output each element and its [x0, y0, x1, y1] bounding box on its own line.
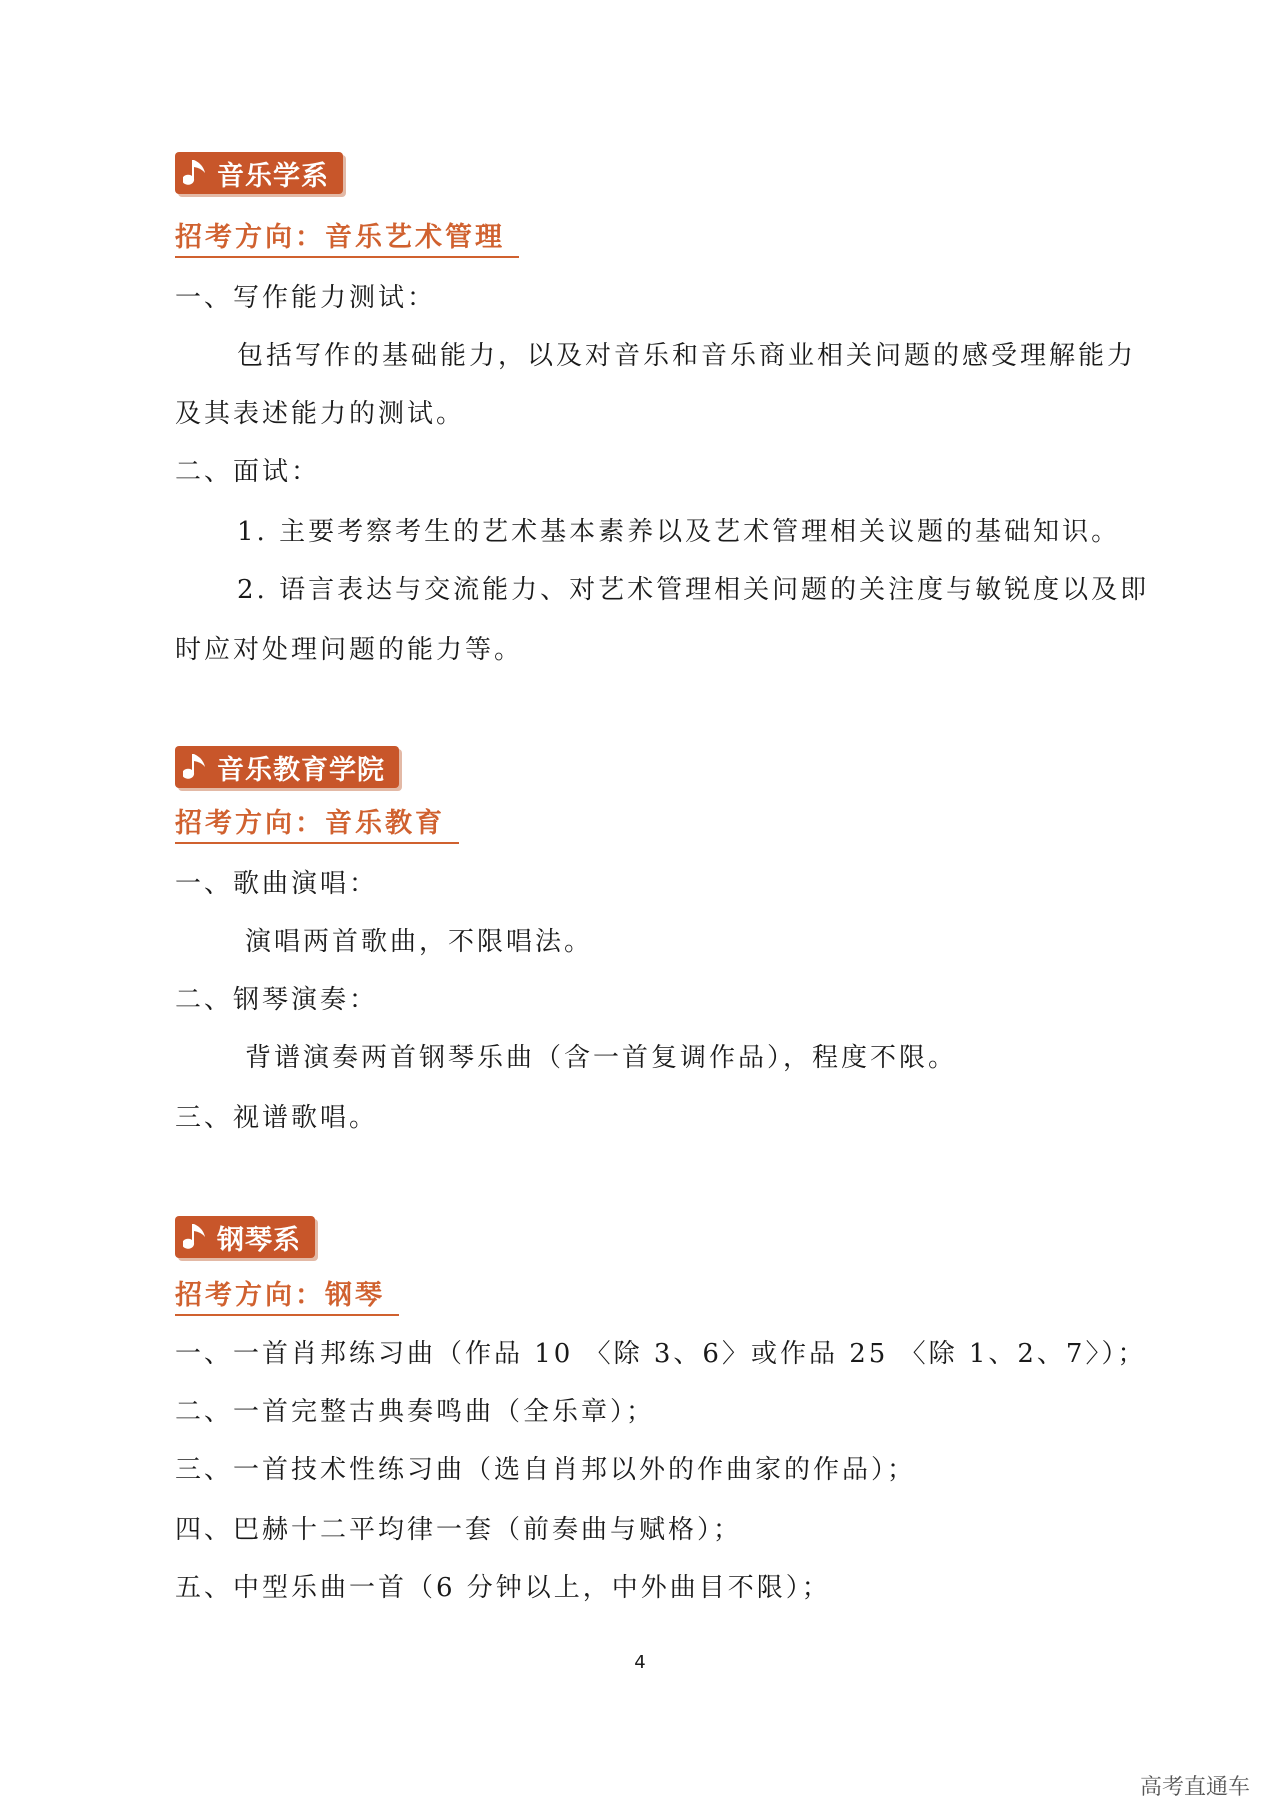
- item-line: 一、写作能力测试：: [175, 283, 437, 313]
- page-number: 4: [634, 1652, 646, 1673]
- item-line: 一、歌曲演唱：: [175, 869, 379, 899]
- section-heading: 招考方向：钢琴: [175, 1278, 399, 1316]
- section-badge-label: 音乐教育学院: [217, 754, 385, 786]
- watermark: 高考直通车: [1139, 1775, 1250, 1800]
- music-note-icon: [183, 750, 209, 784]
- subitem-line: 2. 语言表达与交流能力、对艺术管理相关问题的关注度与敏锐度以及即: [237, 575, 1150, 605]
- music-note-icon: [183, 156, 209, 190]
- item-line: 四、巴赫十二平均律一套（前奏曲与赋格）；: [175, 1515, 743, 1545]
- section-heading: 招考方向：音乐教育: [175, 806, 459, 844]
- subitem-line: 1. 主要考察考生的艺术基本素养以及艺术管理相关议题的基础知识。: [237, 517, 1121, 547]
- section-heading: 招考方向：音乐艺术管理: [175, 220, 519, 258]
- section-badge-music-education: [175, 746, 399, 788]
- item-line: 二、面试：: [175, 457, 321, 487]
- paragraph-line: 包括写作的基础能力，以及对音乐和音乐商业相关问题的感受理解能力: [237, 341, 1137, 371]
- music-note-icon: [183, 1220, 209, 1254]
- section-badge-label: 音乐学系: [217, 160, 329, 192]
- item-line: 二、一首完整古典奏鸣曲（全乐章）；: [175, 1397, 656, 1427]
- paragraph-line: 及其表述能力的测试。: [175, 399, 466, 429]
- item-line: 一、一首肖邦练习曲（作品 10 〈除 3、6〉或作品 25 〈除 1、2、7〉）；: [175, 1339, 1147, 1369]
- item-line: 二、钢琴演奏：: [175, 985, 379, 1015]
- item-line: 三、一首技术性练习曲（选自肖邦以外的作曲家的作品）；: [175, 1455, 917, 1485]
- item-line: 三、视谱歌唱。: [175, 1103, 379, 1133]
- section-badge-label: 钢琴系: [217, 1224, 301, 1256]
- section-badge-music-dept: [175, 152, 343, 194]
- paragraph-line: 时应对处理问题的能力等。: [175, 635, 524, 665]
- paragraph-line: 背谱演奏两首钢琴乐曲（含一首复调作品），程度不限。: [245, 1043, 958, 1073]
- paragraph-line: 演唱两首歌曲，不限唱法。: [245, 927, 594, 957]
- item-line: 五、中型乐曲一首（6 分钟以上，中外曲目不限）；: [175, 1573, 831, 1603]
- section-badge-piano-dept: [175, 1216, 315, 1258]
